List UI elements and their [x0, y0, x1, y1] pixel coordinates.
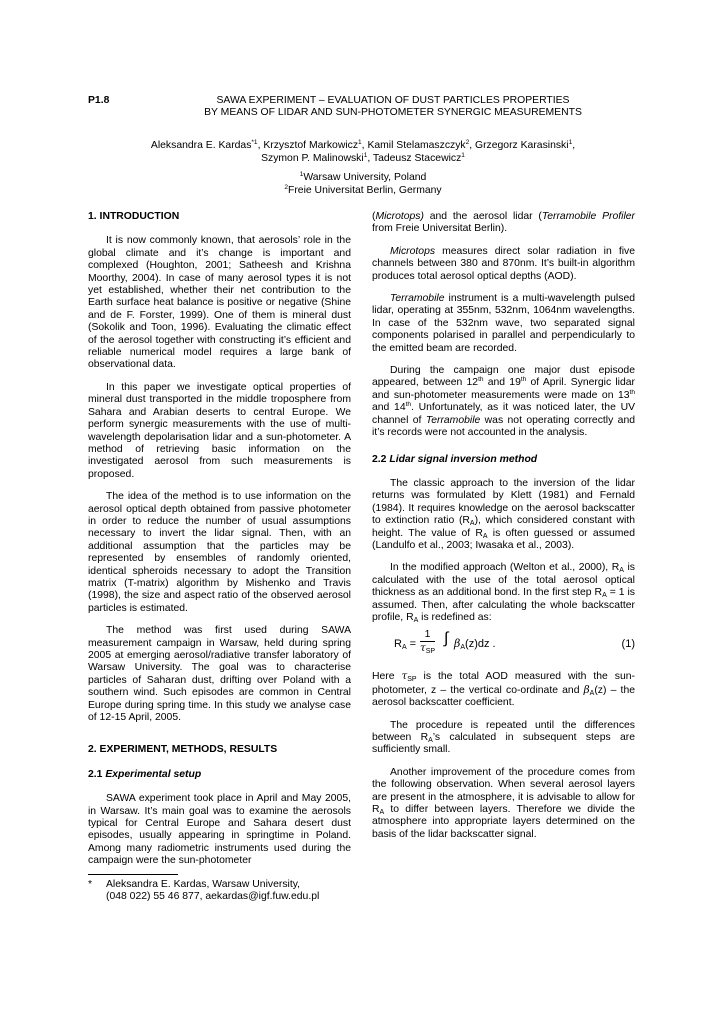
subsection-title: Experimental setup — [105, 768, 202, 780]
author-sup: 1 — [358, 139, 362, 146]
equation-number: (1) — [621, 638, 635, 651]
left-column — [88, 211, 351, 904]
subscript: A — [602, 592, 607, 600]
author-sup: 1 — [363, 151, 368, 159]
tau-symbol: τ — [401, 670, 408, 683]
instrument-name: Terramobile — [390, 293, 445, 305]
section-heading-introduction: 1. INTRODUCTION — [88, 211, 180, 222]
author-name: Kamil Stelamaszczyk — [367, 140, 466, 151]
fraction-numerator: 1 — [420, 628, 435, 642]
affiliations — [88, 172, 638, 197]
paragraph — [372, 478, 635, 552]
paragraph — [372, 767, 635, 841]
subsection-title: Lidar signal inversion method — [389, 453, 538, 465]
eq-operator: = — [406, 638, 417, 651]
ordinal-sup: th — [478, 376, 484, 384]
text-run: measures direct solar radiation in five channels between 380 and 870nm. It’s built-in algorithm produces total aerosol optical depths (AOD). — [372, 245, 635, 282]
subscript: A — [482, 532, 488, 540]
subscript: A — [428, 737, 433, 744]
text-run: and 19 — [483, 377, 521, 389]
fraction-denominator — [420, 642, 435, 655]
affiliation-1 — [88, 172, 638, 185]
paragraph: In this paper we investigate optical properties of mineral dust transported in the middle troposphere from Sahara and Arabian deserts to central Europe. We perform synergic measurements with the use of multi-wavelength depolarisation lidar and a sun-photometer. A method of retrieving basic information on the investigated aerosol from such measurements is proposed. — [88, 381, 351, 480]
subsection-number: 2.1 — [88, 768, 106, 780]
subscript: A — [413, 616, 419, 624]
author-name: Aleksandra E. Kardas — [150, 140, 252, 151]
text-run: The procedure is repeated until the differences between R — [372, 719, 635, 743]
subscript: SP — [425, 648, 436, 656]
paragraph: The method was first used during SAWA measurement campaign in Warsaw, held during spring 2005 at emerging aerosol/radiative transfer laboratory of Warsaw University. The goal was to characterise particles of Saharan dust, drifting over Poland with a southern wind. Such episodes are common in Central Europe during spring time. In this study we analyse case of 12-15 April, 2005. — [88, 625, 351, 724]
instrument-name: Terramobile Profiler — [541, 211, 635, 222]
instrument-name: Microtops — [390, 245, 436, 257]
subscript: A — [589, 689, 595, 697]
subscript: SP — [407, 676, 417, 684]
author-sup: 1 — [568, 139, 573, 146]
affiliation-2 — [88, 185, 638, 198]
tau-symbol: τ — [420, 642, 426, 655]
ordinal-sup: th — [629, 388, 635, 396]
author-name: Grzegorz Karasinski — [475, 140, 569, 151]
instrument-name: Terramobile — [425, 414, 481, 426]
text-run: is redefined as: — [418, 611, 492, 623]
footnote-contact: (048 022) 55 46 877, aekardas@igf.fuw.edu.pl — [106, 891, 320, 903]
subscript: A — [379, 809, 385, 817]
text-run: and the aerosol lidar ( — [423, 211, 542, 222]
paragraph: It is now commonly known, that aerosols’ role in the global climate and it’s change is important and complexed (Houghton, 2001; Satheesh and Krishna Moorthy, 2004). In case of many aerosol types it is not yet established, whether their net contribution to the Earth surface heat balance is positive or negative (Shine and de F. Forster, 1999). One of them is mineral dust (Sokolik and Toon, 1996). Evaluating the climatic effect of the aerosol together with constructing it’s efficient and reliable numerical model requires a large bank of observational data. — [88, 235, 351, 371]
eq-symbol: R — [394, 638, 402, 651]
footnote — [88, 879, 351, 904]
paragraph: The idea of the method is to use information on the aerosol optical depth obtained from passive photometer in order to reduce the number of usual assumptions necessary to invert the lidar signal. Then, with an additional assumption that the particles may be represented by ensembles of randomly oriented, identical spheroids necessary to adopt the Transition matrix (T-matrix) algorithm by Mishenko and Travis (1998), the size and aspect ratio of the observed aerosol particles is estimated. — [88, 491, 351, 614]
text-run: of April. Synergic lidar and sun-photometer measurements were made on 13 — [372, 377, 635, 401]
text-run: to differ between layers. Therefore we divide the atmosphere into appropriate layers determined on the basis of the lidar backscatter signal. — [372, 804, 635, 840]
footnote-marker: * — [88, 878, 93, 890]
paragraph — [372, 246, 635, 283]
paper-title — [148, 95, 638, 120]
subscript: A — [460, 644, 466, 652]
author-list — [88, 140, 638, 165]
subscript: A — [401, 644, 407, 652]
affiliation-text: Warsaw University, Poland — [303, 172, 427, 183]
text-run: Another improvement of the procedure comes from the following observation. When several aerosol layers are present in the atmosphere, it is advisable to allow for R — [372, 766, 635, 816]
text-run: from Freie Universitat Berlin). — [372, 223, 508, 235]
author-name: Szymon P. Malinowski — [261, 152, 364, 164]
authors-line-2: Szymon P. Malinowski$^1$, Tadeusz Stacewicz$^1$ — [261, 151, 465, 164]
instrument-name: Microtops) — [375, 211, 424, 222]
right-column — [372, 211, 635, 851]
authors-line-1: Aleksandra E. Kardas$^{*1}$, Krzysztof Markowicz$^1$, Kamil Stelamaszczyk$^2$, Grzegorz Karasinski$^1$, — [150, 139, 576, 151]
title-line-1: SAWA EXPERIMENT – EVALUATION OF DUST PARTICLES PROPERTIES — [216, 95, 570, 106]
text-run: = 1 is assumed. Then, after calculating the whole backscatter profile, R — [372, 587, 635, 623]
text-run: ( — [372, 211, 376, 222]
author-sup: 1 — [461, 151, 465, 159]
text-run: During the campaign one major dust episode appeared, between 12 — [372, 365, 635, 389]
equation-integrand — [454, 638, 496, 650]
paper-code: P1.8 — [88, 95, 110, 106]
author-name: Krzysztof Markowicz — [263, 140, 359, 151]
paragraph — [372, 211, 635, 236]
text-run: is often guessed or assumed (Landulfo et al., 2003; Iwasaka et al., 2003). — [372, 527, 635, 551]
paragraph: SAWA experiment took place in April and May 2005, in Warsaw. It’s main goal was to examine the aerosols typical for Central Europe and Sahara desert dust episodes, usually appearing in springtime in Poland. Among many radiometric instruments used during the campaign were the sun-photometer — [88, 793, 351, 867]
paragraph — [372, 365, 635, 439]
text-run: ’s calculated in subsequent steps are sufficiently small. — [372, 732, 635, 756]
subsection-number: 2.2 — [372, 453, 390, 465]
ordinal-sup: th — [520, 376, 527, 384]
affiliation-text: Freie Universitat Berlin, Germany — [288, 184, 442, 196]
beta-symbol: β — [454, 637, 461, 651]
text-run: instrument is a multi-wavelength pulsed lidar, operating at 355nm, 532nm, 1064nm wavelengths. In case of the 532nm wave, two separated signal components polarised in parallel and perpendicularly to the emitted beam are recorded. — [372, 293, 635, 354]
text-run: is the total AOD measured with the sun-photometer, z – the vertical co-ordinate and — [372, 671, 635, 696]
author-sup: *1 — [251, 139, 258, 146]
equation-lhs — [394, 638, 416, 650]
footnote-divider — [88, 874, 178, 875]
paragraph — [372, 293, 635, 355]
text-run: Here — [372, 671, 402, 683]
integral-symbol: ∫ — [444, 630, 449, 648]
text-run: In the modified approach (Welton et al., 2000), R — [390, 562, 620, 574]
text-run: ), which considered constant with height. The value of R — [372, 515, 635, 539]
subsection-heading-inversion — [372, 454, 635, 466]
paragraph — [372, 562, 635, 624]
text-run: . Unfortunately, as it was noticed later, the UV channel of — [372, 402, 636, 426]
author-sup: 2 — [465, 139, 470, 146]
subscript: A — [469, 520, 475, 528]
text-run: was not operating correctly and it’s records were not accounted in the analysis. — [372, 414, 635, 439]
text-run: (z) – the aerosol backscatter coefficient. — [372, 684, 636, 709]
text-run: and 14 — [372, 402, 406, 414]
equation-1 — [372, 628, 635, 662]
affiliation-sup: 1 — [299, 171, 304, 178]
text-run: is calculated with the use of the total aerosol optical thickness as an additional bond. In the first step R — [372, 562, 635, 599]
paragraph — [372, 720, 635, 757]
title-line-2: BY MEANS OF LIDAR AND SUN-PHOTOMETER SYNERGIC MEASUREMENTS — [204, 107, 582, 119]
footnote-line: Aleksandra E. Kardas, Warsaw University, — [106, 878, 301, 890]
section-heading-experiment: 2. EXPERIMENT, METHODS, RESULTS — [88, 744, 278, 756]
author-name: Tadeusz Stacewicz — [372, 152, 462, 164]
affiliation-sup: 2 — [284, 183, 288, 191]
subsection-heading-setup — [88, 769, 351, 781]
eq-text: (z)dz . — [465, 638, 496, 651]
subscript: A — [619, 567, 624, 575]
equation-fraction — [420, 628, 435, 655]
beta-symbol: β — [583, 683, 590, 696]
ordinal-sup: th — [405, 401, 412, 409]
paragraph — [372, 670, 635, 709]
text-run: The classic approach to the inversion of the lidar returns was formulated by Klett (1981) and Fernald (1984). It requires knowledge on the aerosol backscatter to extinction ratio (R — [372, 477, 635, 527]
